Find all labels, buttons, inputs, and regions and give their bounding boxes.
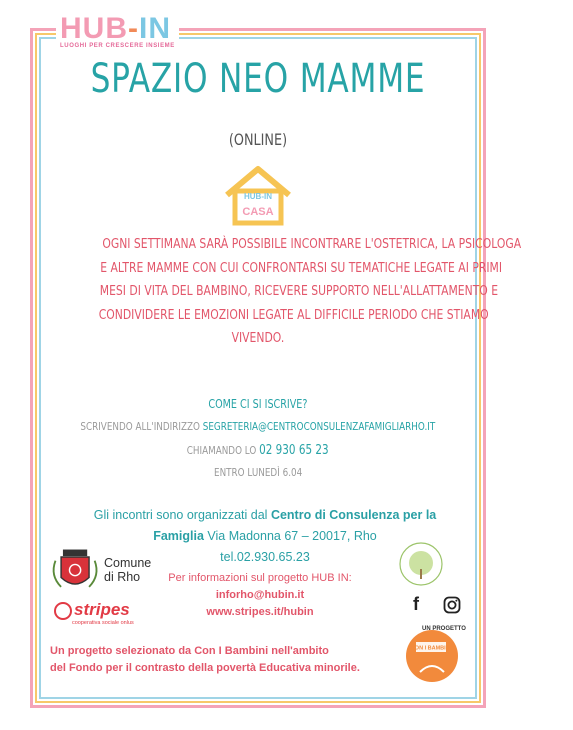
conib-top-text: UN PROGETTO bbox=[422, 626, 466, 632]
conib-circle bbox=[406, 630, 458, 682]
organizer-line-1 bbox=[60, 505, 470, 526]
signup-phone-line bbox=[0, 443, 516, 458]
description-line bbox=[50, 233, 522, 257]
facebook-glyph: f bbox=[413, 594, 419, 614]
description-line bbox=[50, 327, 466, 351]
comune-label-1: Comune bbox=[104, 556, 152, 570]
description-line-3: MESI DI VITA DEL BAMBINO, RICEVERE SUPPORTO NELL'ALLATTAMENTO E bbox=[99, 283, 499, 299]
page-title: SPAZIO NEO MAMME bbox=[90, 56, 426, 102]
funding-line-1: Un progetto selezionato da Con I Bambini nell'ambito bbox=[50, 645, 329, 657]
organizer-line-1-prefix: Gli incontri sono organizzati dal bbox=[93, 508, 271, 522]
stripes-name: stripes bbox=[74, 600, 130, 619]
stripes-subtitle: cooperativa sociale onlus bbox=[72, 620, 134, 626]
project-url[interactable] bbox=[150, 604, 370, 621]
funding-statement bbox=[50, 643, 450, 677]
signup-email-prefix: SCRIVENDO ALL'INDIRIZZO bbox=[80, 420, 201, 433]
description-line-1: OGNI SETTIMANA SARÀ POSSIBILE INCONTRARE L'OSTETRICA, LA PSICOLOGA bbox=[102, 236, 522, 252]
description-line bbox=[50, 257, 503, 281]
crest-shield bbox=[61, 557, 89, 584]
signup-email-line bbox=[0, 420, 516, 433]
description bbox=[50, 233, 522, 351]
signup-deadline-line bbox=[0, 466, 516, 479]
signup-phone-prefix: CHIAMANDO LO bbox=[187, 444, 257, 457]
organizer-address: Via Madonna 67 – 20017, Rho bbox=[203, 529, 377, 543]
signup-email-link[interactable]: SEGRETERIA@CENTROCONSULENZAFAMIGLIARHO.IT bbox=[202, 420, 436, 433]
description-line bbox=[50, 304, 489, 328]
crest-crown bbox=[63, 550, 87, 557]
signup-heading-text: COME CI SI ISCRIVE? bbox=[208, 397, 308, 411]
project-email[interactable] bbox=[150, 587, 370, 604]
stripes-logo bbox=[54, 600, 134, 626]
signup-deadline: ENTRO LUNEDÌ 6.04 bbox=[213, 466, 303, 479]
facebook-icon[interactable] bbox=[413, 594, 419, 615]
logo-word-dash: - bbox=[128, 12, 139, 45]
centro-consulenza-badge bbox=[396, 541, 446, 587]
conib-name: CON I BAMBINI bbox=[410, 645, 452, 652]
hub-in-logo bbox=[56, 14, 179, 49]
funding-line-2: del Fondo per il contrasto della povertà Educativa minorile. bbox=[50, 662, 360, 674]
signup-heading bbox=[0, 397, 516, 411]
signup-email-wrap bbox=[81, 420, 436, 433]
comune-label-2: di Rho bbox=[104, 570, 141, 584]
description-line-4: CONDIVIDERE LE EMOZIONI LEGATE AL DIFFICILE PERIODO CHE STIAMO bbox=[98, 306, 489, 323]
instagram-frame bbox=[445, 598, 460, 613]
organizer-name-part1: Centro di Consulenza per la bbox=[270, 508, 437, 522]
logo-word-hub: HUB bbox=[60, 12, 128, 45]
logo-word bbox=[60, 14, 175, 44]
instagram-dot bbox=[455, 600, 457, 602]
project-info-line: Per informazioni sul progetto HUB IN: bbox=[168, 572, 352, 584]
project-info bbox=[150, 570, 370, 621]
organizer-phone: tel.02.930.65.23 bbox=[220, 550, 310, 564]
signup-phone-wrap bbox=[187, 443, 329, 458]
description-line bbox=[50, 280, 499, 304]
house-logo-bottom: CASA bbox=[242, 206, 274, 218]
description-line-2: E ALTRE MAMME CON CUI CONFRONTARSI SU TEMATICHE LEGATE AI PRIMI bbox=[100, 259, 503, 276]
house-logo-top: HUB-IN bbox=[244, 192, 272, 201]
signup-phone-number[interactable]: 02 930 65 23 bbox=[259, 443, 329, 458]
project-url-text: www.stripes.it/hubin bbox=[206, 606, 314, 618]
comune-label bbox=[104, 556, 151, 584]
comune-di-rho-crest bbox=[48, 546, 104, 596]
page-subtitle: (ONLINE) bbox=[228, 130, 288, 149]
stripes-mark-icon bbox=[54, 602, 72, 620]
instagram-icon[interactable] bbox=[443, 596, 461, 614]
con-i-bambini-logo bbox=[402, 620, 466, 686]
project-email-text: inforho@hubin.it bbox=[215, 589, 305, 601]
instagram-lens bbox=[448, 601, 455, 608]
logo-tagline: LUOGHI PER CRESCERE INSIEME bbox=[60, 43, 175, 49]
organizer-name-part2: Famiglia bbox=[153, 529, 204, 543]
logo-word-in: IN bbox=[139, 12, 171, 45]
description-line-5: VIVENDO. bbox=[231, 330, 285, 346]
badge-trunk bbox=[420, 569, 422, 579]
hub-in-casa-logo bbox=[221, 165, 295, 227]
